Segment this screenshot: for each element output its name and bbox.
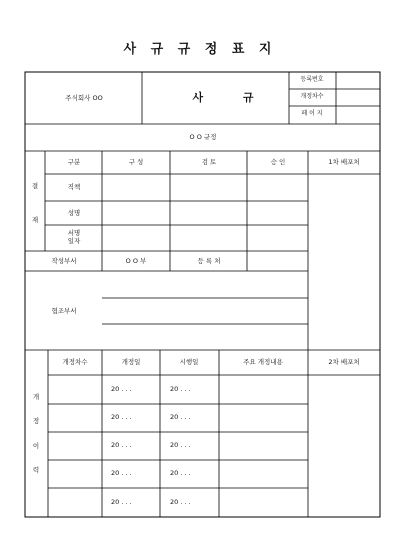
registration-number-label: 등록번호	[300, 76, 324, 83]
document-title: 사 규 규 정 표 지	[123, 42, 277, 57]
effective-date: 20 . . .	[170, 441, 191, 449]
writing-dept-label: 작성부서	[51, 257, 77, 265]
column-compose: 구 성	[128, 158, 144, 166]
first-distribution-header: 1차 배포처	[328, 158, 360, 166]
second-distribution-header: 2차 배포처	[328, 358, 360, 366]
effective-date: 20 . . .	[170, 498, 191, 506]
row-name-label: 성명	[67, 209, 81, 217]
rev-header-revision-date: 개정일	[121, 358, 141, 366]
revision-date: 20 . . .	[111, 413, 132, 421]
revision-side-2: 정	[32, 417, 40, 425]
revision-count-label: 개정차수	[300, 93, 324, 100]
column-review: 검 토	[201, 158, 217, 166]
column-category: 구분	[67, 158, 81, 166]
row-position-label: 직책	[67, 183, 81, 191]
rev-header-main-content: 주요 개정내용	[243, 358, 283, 366]
rule-name: O O 규정	[189, 133, 217, 141]
column-approve: 승 인	[270, 158, 286, 166]
company-name: 주식회사 OO	[65, 94, 103, 102]
approval-side-label-2: 재	[31, 216, 39, 224]
revision-date: 20 . . .	[111, 441, 132, 449]
document-type-heading: 사 규	[192, 91, 272, 104]
effective-date: 20 . . .	[170, 385, 191, 393]
effective-date: 20 . . .	[170, 469, 191, 477]
effective-date: 20 . . .	[170, 413, 191, 421]
page-label: 페 이 지	[301, 110, 323, 117]
row-signature-date-label: 서명 일자	[67, 229, 81, 246]
approval-side-label-1: 결	[31, 182, 39, 190]
revision-date: 20 . . .	[111, 498, 132, 506]
writing-dept-value: O O 부	[125, 257, 147, 265]
revision-date: 20 . . .	[111, 469, 132, 477]
revision-side-1: 개	[32, 393, 40, 401]
cooperation-dept-label: 협조부서	[51, 307, 77, 315]
rev-header-effective-date: 시행일	[179, 358, 199, 366]
revision-date: 20 . . .	[111, 385, 132, 393]
registration-office-label: 등 록 처	[197, 257, 221, 265]
revision-side-4: 력	[32, 466, 40, 474]
rev-header-count: 개정차수	[62, 358, 88, 366]
revision-side-3: 이	[32, 442, 40, 450]
